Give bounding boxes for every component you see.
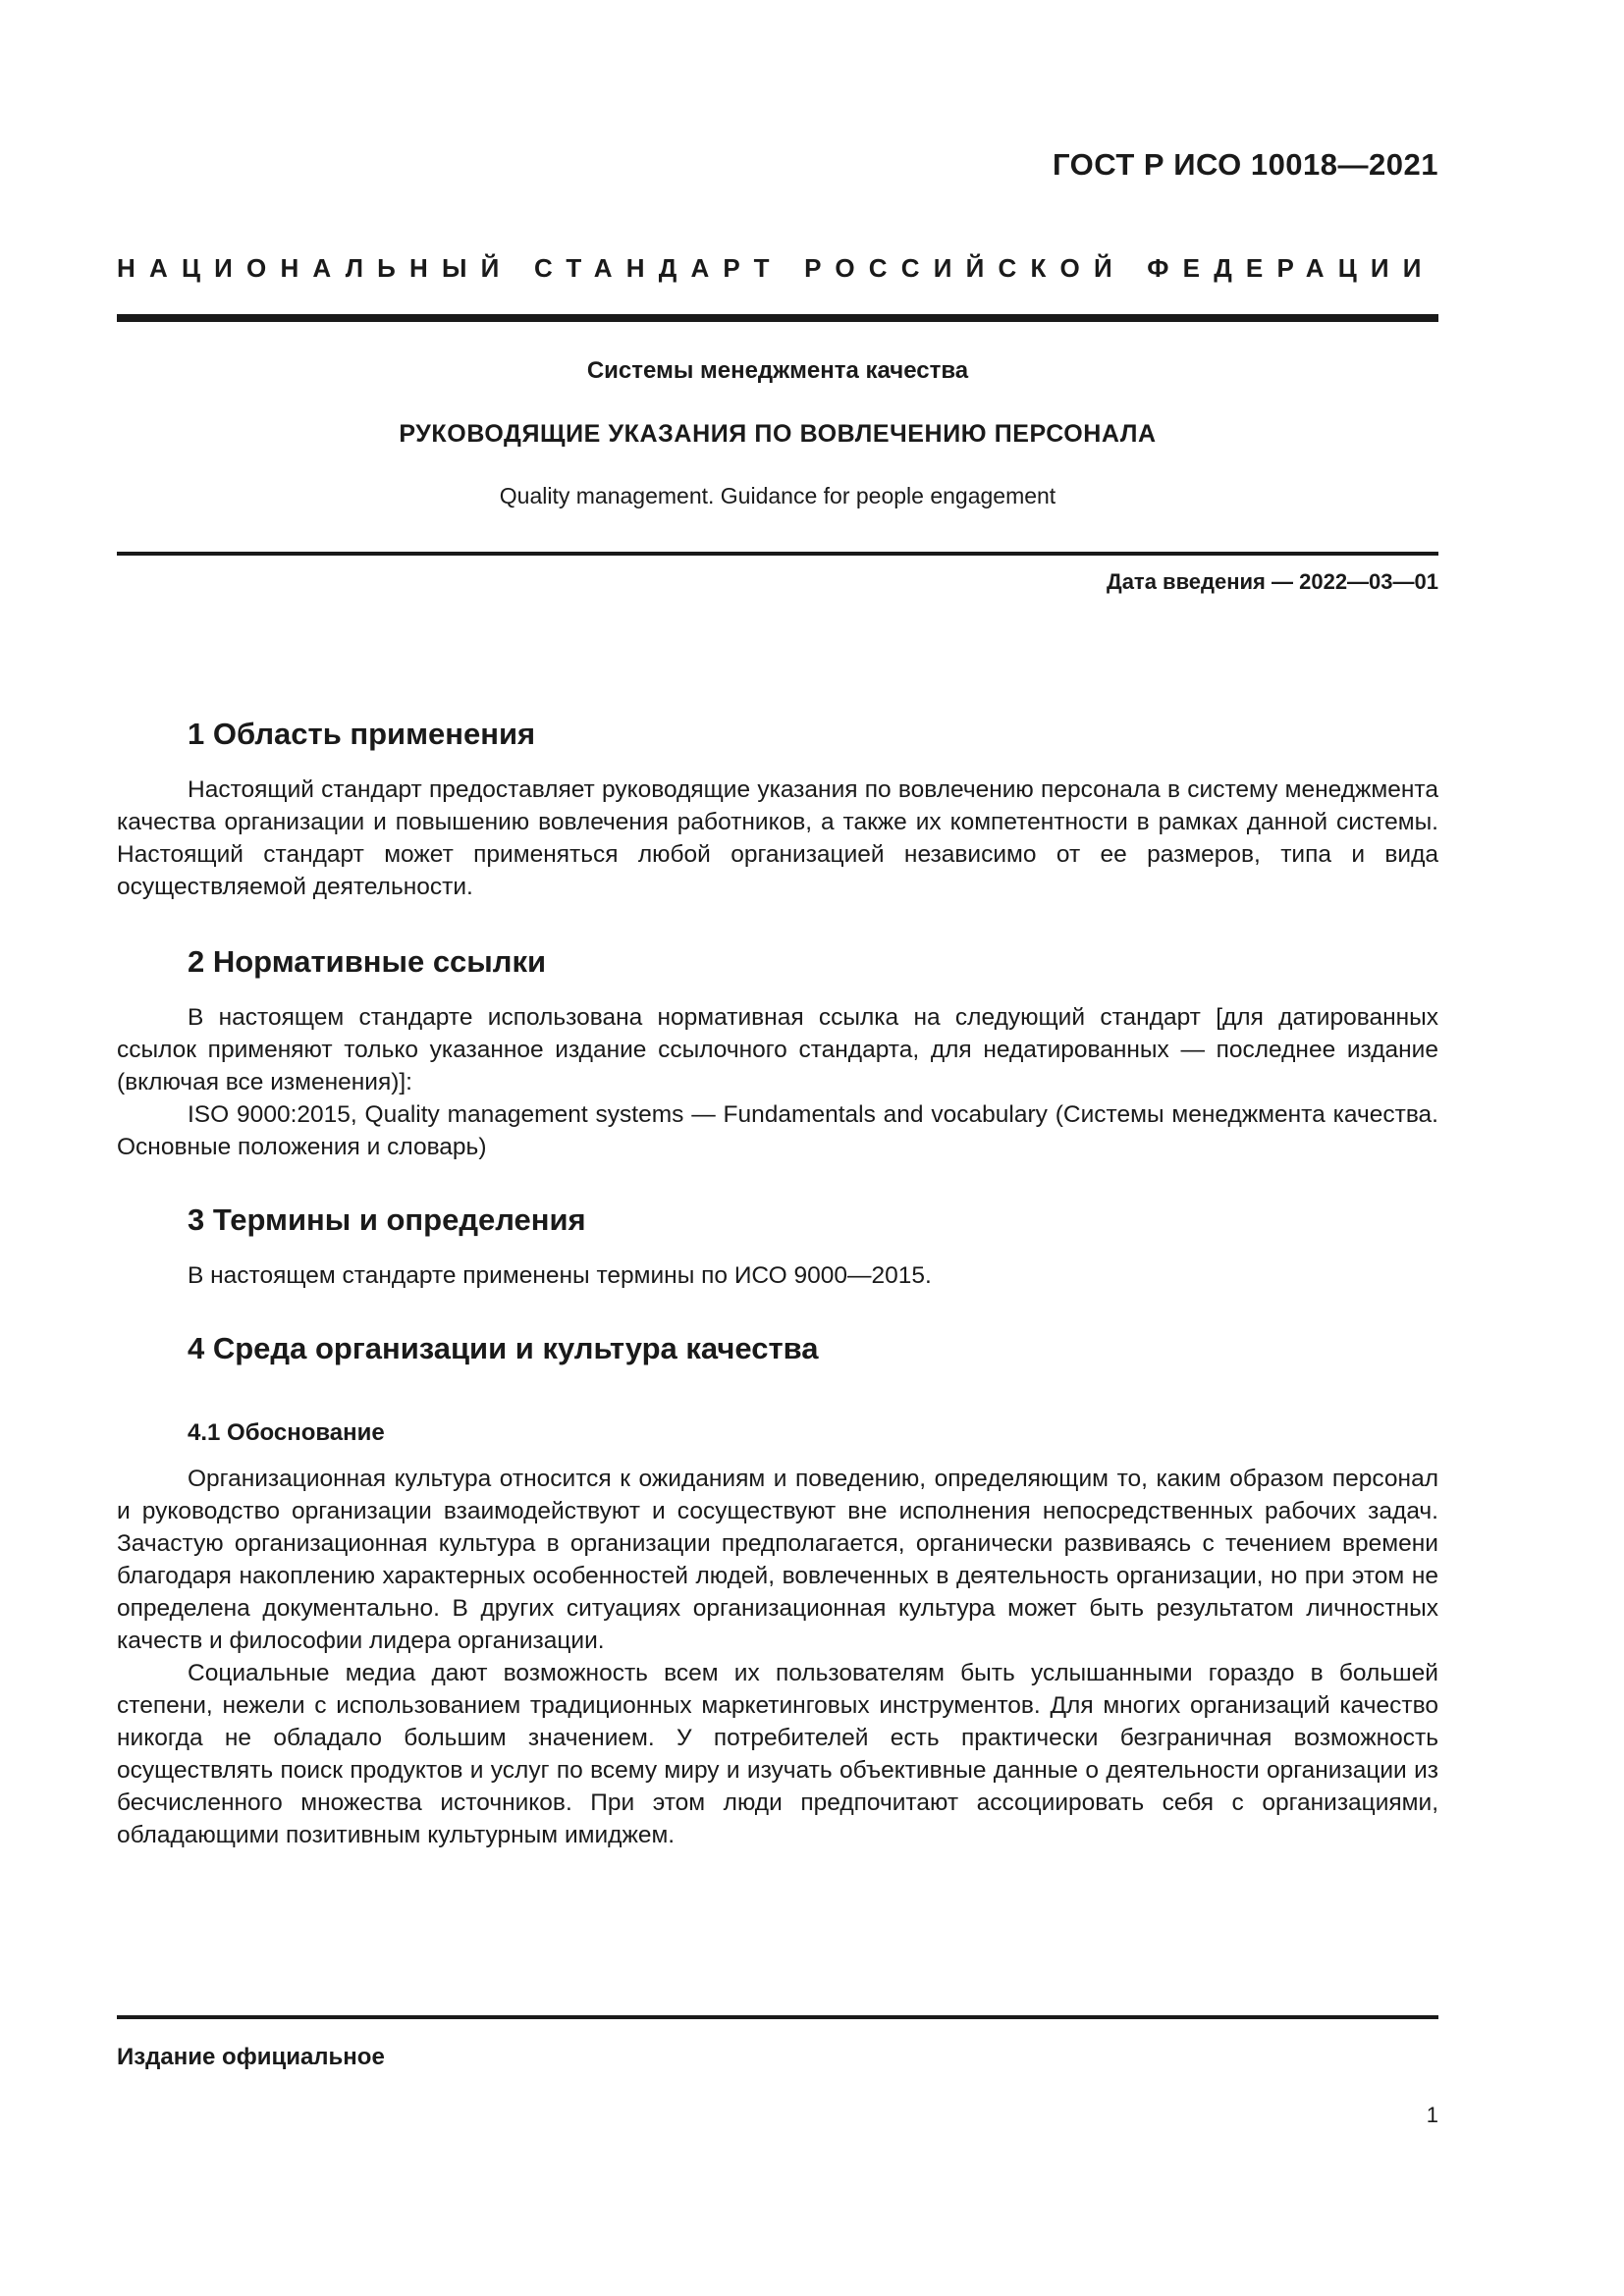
- paragraph: В настоящем стандарте применены термины по ИСО 9000—2015.: [188, 1262, 932, 1289]
- document-title-en: Quality management. Guidance for people engagement: [499, 483, 1056, 508]
- section-heading: 1 Область применения: [188, 717, 536, 751]
- header-rule: [117, 314, 1438, 322]
- spacer: [117, 1388, 1438, 1417]
- section-scope: [117, 715, 1438, 903]
- section-heading: 3 Термины и определения: [188, 1202, 586, 1237]
- section-heading: 4 Среда организации и культура качества: [188, 1331, 819, 1365]
- official-edition-label: Издание официальное: [117, 2044, 385, 2070]
- footer-rule: [117, 2015, 1438, 2019]
- section-heading: 2 Нормативные ссылки: [188, 944, 547, 979]
- section-context-and-culture: [117, 1329, 1438, 1851]
- paragraph: ISO 9000:2015, Quality management systems — Fundamentals and vocabulary (Системы менеджмента качества. Основные положения и словарь): [117, 1101, 1438, 1160]
- section-normative-references: [117, 942, 1438, 1163]
- paragraph: В настоящем стандарте использована нормативная ссылка на следующий стандарт [для датированных ссылок применяют только указанное издание ссылочного стандарта, для недатированных — последнее издание (включая все изменения)]:: [117, 1004, 1438, 1095]
- title-rule: [117, 552, 1438, 556]
- paragraph: Настоящий стандарт предоставляет руководящие указания по вовлечению персонала в систему менеджмента качества организации и повышению вовлечения работников, а также их компетентности в рамках данной системы. Настоящий стандарт может применяться любой организацией независимо от ее размеров, типа и вида осуществляемой деятельности.: [117, 776, 1438, 900]
- page-number: 1: [1426, 2103, 1438, 2127]
- document-body: [117, 715, 1438, 1851]
- paragraph: Организационная культура относится к ожиданиям и поведению, определяющим то, каким образом персонал и руководство организации взаимодействуют и сосуществуют вне исполнения непосредственных рабочих задач. Зачастую организационная культура в организации предполагается, органически развиваясь с течением времени благодаря накоплению характерных особенностей людей, вовлеченных в деятельность организации, но при этом не определена документально. В других ситуациях организационная культура может быть результатом личностных качеств и философии лидера организации.: [117, 1466, 1438, 1654]
- standard-number: ГОСТ Р ИСО 10018—2021: [1052, 147, 1438, 182]
- series-title: Системы менеджмента качества: [586, 357, 969, 384]
- document-title: РУКОВОДЯЩИЕ УКАЗАНИЯ ПО ВОВЛЕЧЕНИЮ ПЕРСОНАЛА: [399, 420, 1157, 448]
- national-standard-banner: НАЦИОНАЛЬНЫЙ СТАНДАРТ РОССИЙСКОЙ ФЕДЕРАЦИИ: [117, 253, 1435, 283]
- document-page: [117, 0, 1438, 2296]
- paragraph: Социальные медиа дают возможность всем их пользователям быть услышанными гораздо в большей степени, нежели с использованием традиционных маркетинговых инструментов. Для многих организаций качество никогда не обладало большим значением. У потребителей есть практически безграничная возможность осуществлять поиск продуктов и услуг по всему миру и изучать объективные данные о деятельности организации из бесчисленного множества источников. При этом люди предпочитают ассоциировать себя с организациями, обладающими позитивным культурным имиджем.: [117, 1660, 1438, 1848]
- introduction-date: Дата введения — 2022—03—01: [1107, 569, 1438, 594]
- section-terms: [117, 1201, 1438, 1292]
- subsection-heading: 4.1 Обоснование: [188, 1419, 385, 1446]
